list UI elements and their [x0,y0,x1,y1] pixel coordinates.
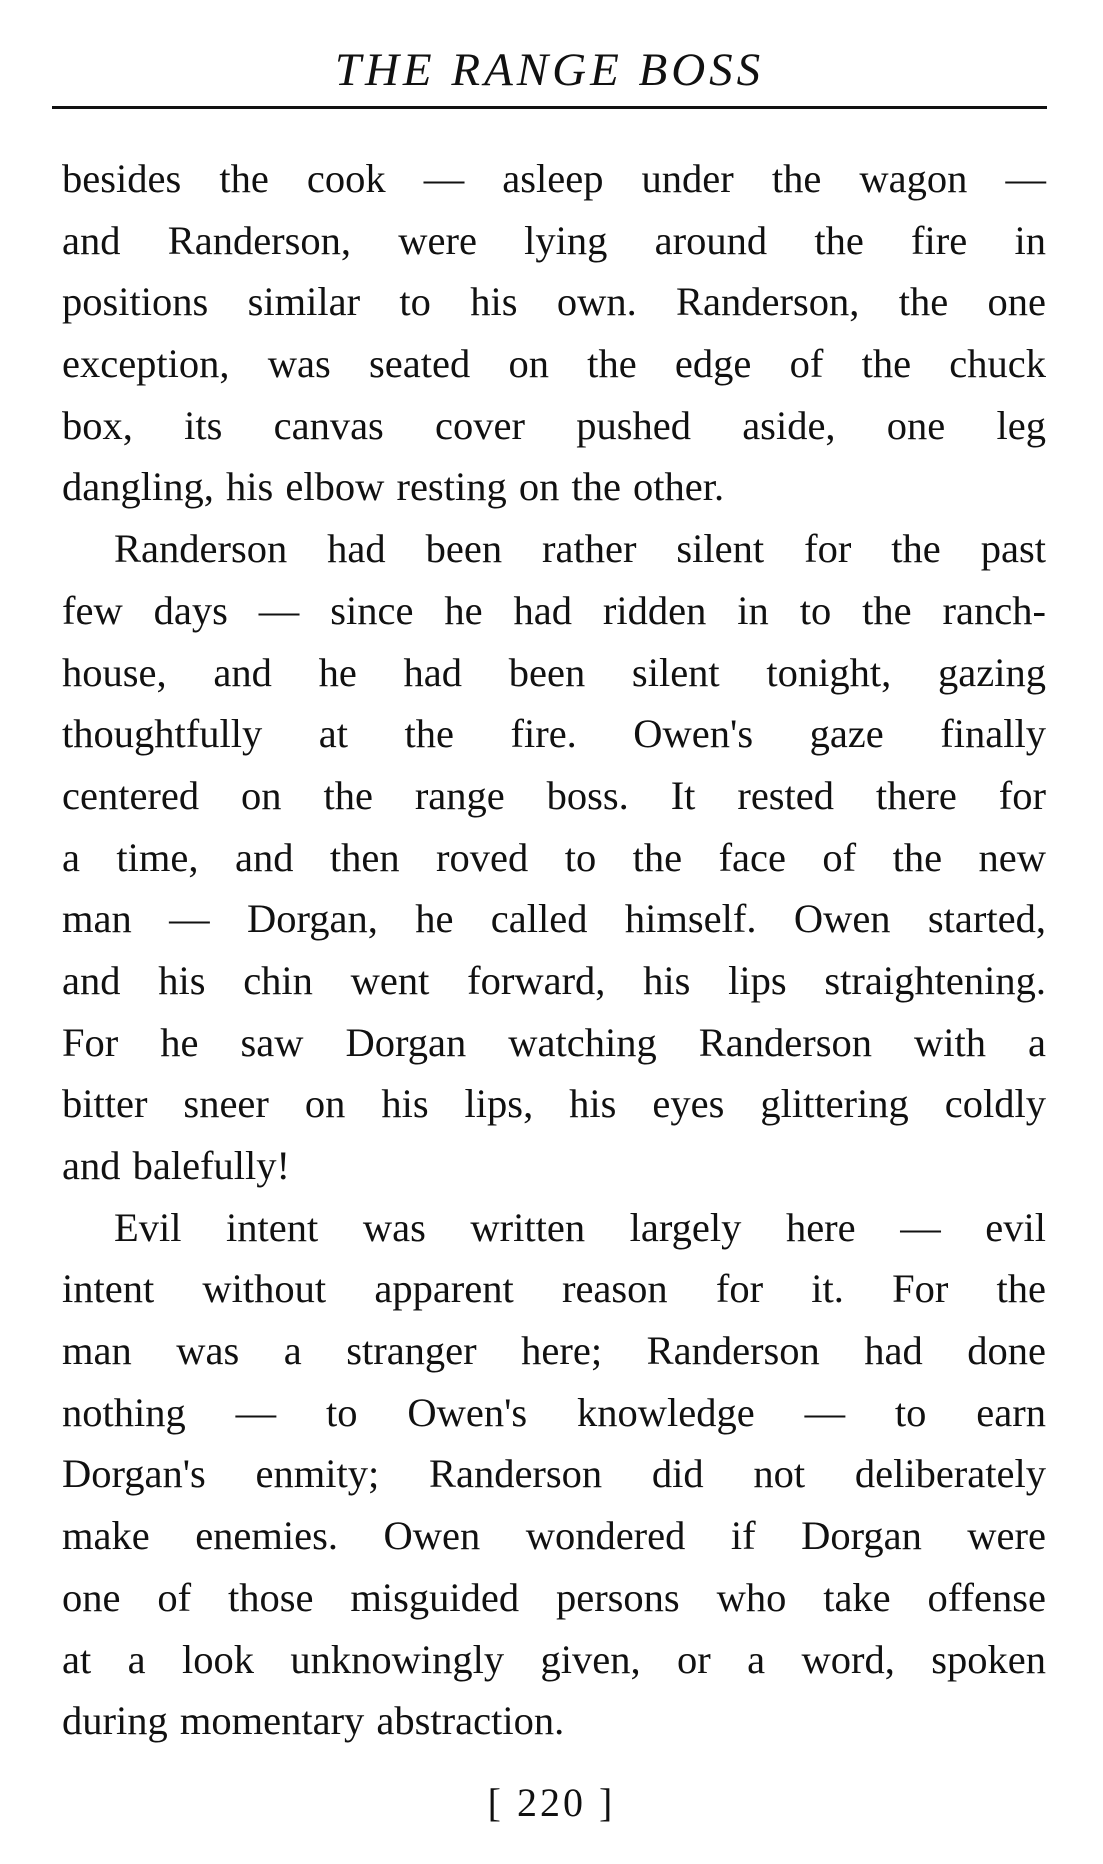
text-line: Randerson had been rather silent for the past [114,526,1046,572]
text-line: and his chin went forward, his lips straightening. [62,957,1046,1003]
text-line: few days — since he had ridden in to the ranch- [62,587,1046,633]
text-line: one of those misguided persons who take offense [62,1574,1046,1620]
text-line: positions similar to his own. Randerson, the one [62,279,1046,325]
text-line: exception, was seated on the edge of the chuck [62,341,1046,387]
text-line: and Randerson, were lying around the fire in [62,217,1046,263]
text-line: a time, and then roved to the face of the new [62,834,1046,880]
text-line: For he saw Dorgan watching Randerson with a [62,1019,1046,1065]
page-number: [ 220 ] [487,1780,616,1825]
text-line: house, and he had been silent tonight, gazing [62,649,1046,695]
text-line: Evil intent was written largely here — evil [114,1204,1046,1250]
text-line: man — Dorgan, he called himself. Owen started, [62,896,1046,942]
text-line: box, its canvas cover pushed aside, one leg [62,402,1046,448]
running-head: THE RANGE BOSS [334,44,765,96]
text-line: bitter sneer on his lips, his eyes glittering coldly [62,1081,1046,1127]
text-line: centered on the range boss. It rested there for [62,772,1046,818]
body-text [62,148,1046,1752]
text-line: make enemies. Owen wondered if Dorgan were [62,1513,1046,1559]
text-line: during momentary abstraction. [62,1698,565,1744]
text-line: besides the cook — asleep under the wagon — [62,156,1046,201]
text-line: dangling, his elbow resting on the other. [62,464,725,510]
text-line: man was a stranger here; Randerson had done [62,1328,1046,1374]
text-line: and balefully! [62,1143,291,1188]
text-line: at a look unknowingly given, or a word, spoken [62,1636,1046,1682]
text-line: intent without apparent reason for it. For the [62,1266,1046,1312]
text-line: Dorgan's enmity; Randerson did not deliberately [62,1451,1046,1497]
text-line: thoughtfully at the fire. Owen's gaze finally [62,711,1046,757]
text-line: nothing — to Owen's knowledge — to earn [62,1389,1046,1435]
header-rule [52,106,1047,109]
